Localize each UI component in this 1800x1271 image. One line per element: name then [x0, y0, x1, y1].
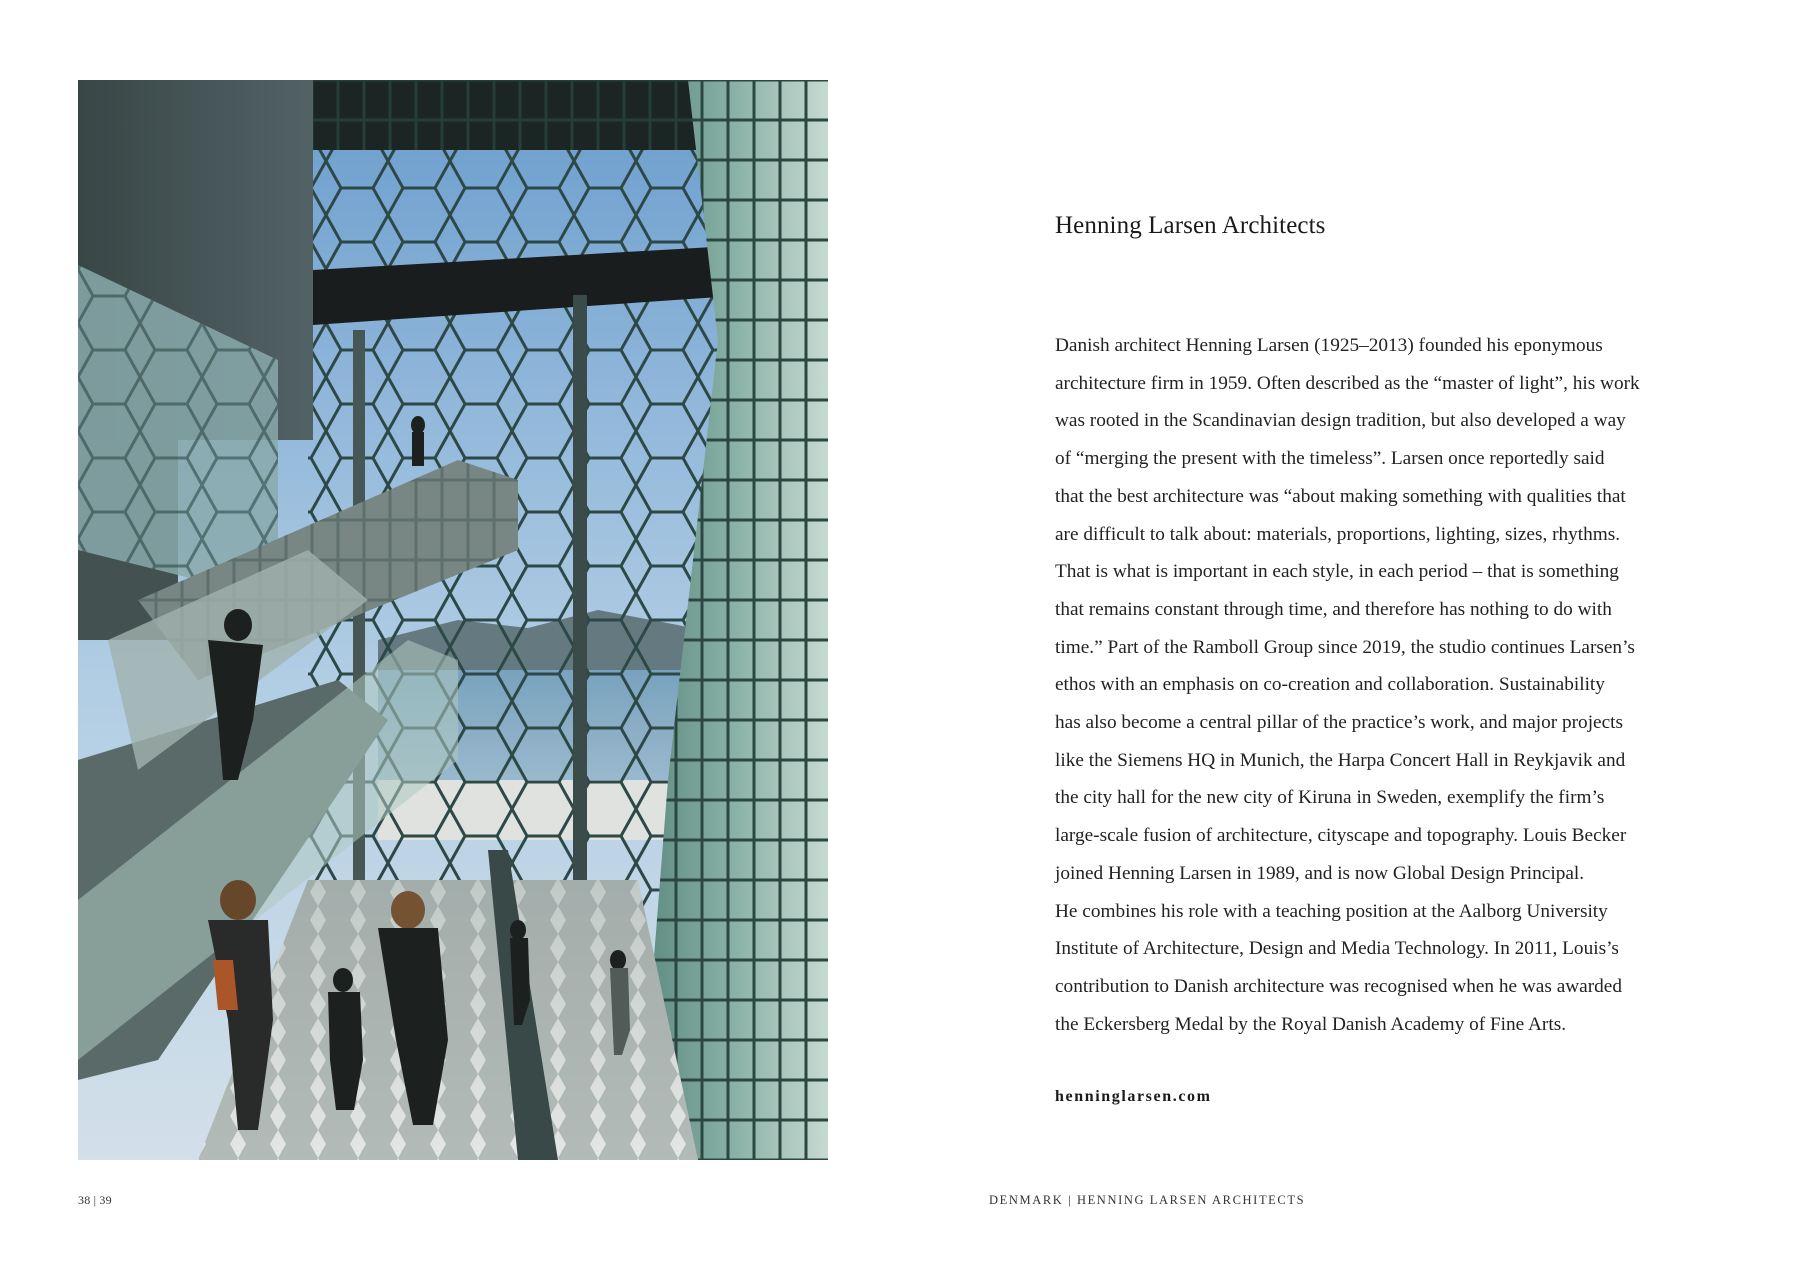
body-line: Danish architect Henning Larsen (1925–2013) founded his eponymous [1055, 335, 1603, 356]
body-line: are difficult to talk about: materials, proportions, lighting, sizes, rhythms. [1055, 523, 1621, 545]
body-line: architecture firm in 1959. Often described as the “master of light”, his work [1055, 372, 1640, 394]
body-line: of “merging the present with the timeless”. Larsen once reportedly said [1055, 448, 1605, 470]
body-line: has also become a central pillar of the practice’s work, and major projects [1055, 712, 1624, 734]
body-line: was rooted in the Scandinavian design tradition, but also developed a way [1055, 410, 1626, 432]
article-body [1055, 327, 1695, 1043]
website-link[interactable]: henninglarsen.com [1055, 1088, 1212, 1105]
body-line: That is what is important in each style, in each period – that is something [1055, 561, 1619, 583]
body-line: the city hall for the new city of Kiruna in Sweden, exemplify the firm’s [1055, 787, 1605, 809]
body-line: the Eckersberg Medal by the Royal Danish Academy of Fine Arts. [1055, 1013, 1567, 1035]
article-title: Henning Larsen Architects [1055, 212, 1326, 239]
body-line: contribution to Danish architecture was recognised when he was awarded [1055, 975, 1622, 997]
body-line: ethos with an emphasis on co-creation and collaboration. Sustainability [1055, 674, 1605, 696]
body-line: like the Siemens HQ in Munich, the Harpa Concert Hall in Reykjavik and [1055, 749, 1626, 771]
body-line: He combines his role with a teaching position at the Aalborg University [1055, 900, 1608, 922]
page-numbers: 38 | 39 [78, 1193, 112, 1207]
running-head: DENMARK | HENNING LARSEN ARCHITECTS [989, 1193, 1306, 1207]
body-line: Institute of Architecture, Design and Media Technology. In 2011, Louis’s [1055, 938, 1619, 960]
body-line: that remains constant through time, and therefore has nothing to do with [1055, 598, 1612, 620]
body-line: joined Henning Larsen in 1989, and is now Global Design Principal. [1055, 862, 1585, 884]
body-line: time.” Part of the Ramboll Group since 2019, the studio continues Larsen’s [1055, 636, 1635, 658]
body-line: large-scale fusion of architecture, cityscape and topography. Louis Becker [1055, 825, 1627, 847]
photo-illustration [78, 80, 828, 1160]
body-line: that the best architecture was “about making something with qualities that [1055, 485, 1626, 507]
harpa-interior-photo [78, 80, 828, 1160]
